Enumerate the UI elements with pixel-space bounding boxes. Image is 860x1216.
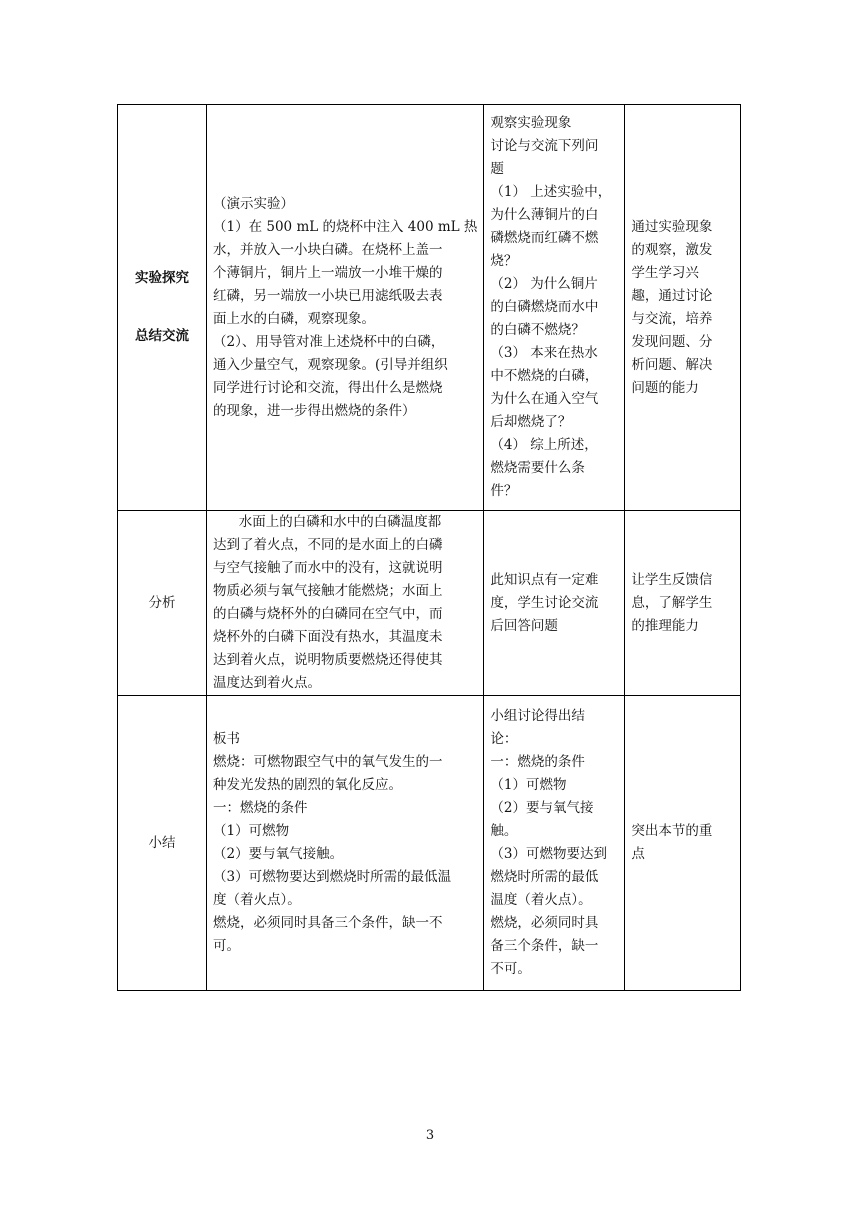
text-line: 发现问题、分 — [631, 333, 713, 350]
text-line: 一：燃烧的条件 — [213, 800, 308, 816]
text-line: （2） 为什么铜片 — [490, 276, 598, 292]
text-line: （演示实验） — [213, 195, 294, 212]
teacher-activity-cell — [207, 511, 484, 696]
teacher-activity-cell — [207, 105, 484, 511]
text-line: 水，并放入一小块白磷。在烧杯上盖一 — [213, 241, 443, 258]
text-line: 后却燃烧了？ — [490, 414, 572, 430]
text-line: （3） 本来在热水 — [490, 345, 598, 361]
text-line: 备三个条件，缺一 — [490, 938, 599, 954]
text-line: 中不燃烧的白磷， — [490, 368, 599, 384]
text-line: 温度（着火点）。 — [490, 892, 592, 908]
text-line: 可。 — [213, 938, 240, 954]
text-line: 与空气接触了而水中的没有，这就说明 — [213, 560, 443, 576]
text-line: 度，学生讨论交流 — [490, 594, 599, 611]
text-line: 一：燃烧的条件 — [490, 754, 585, 770]
design-purpose-cell — [625, 696, 741, 991]
text-line: 后回答问题 — [490, 617, 558, 634]
text-line: 件？ — [490, 483, 518, 499]
text-line: 的白磷燃烧而水中 — [490, 299, 599, 315]
text-line: 物质必须与氧气接触才能燃烧；水面上 — [213, 583, 443, 599]
text-line: 此知识点有一定难 — [490, 571, 599, 588]
stage-cell — [118, 105, 207, 511]
text-line: 个薄铜片，铜片上一端放一小堆干燥的 — [213, 264, 443, 281]
text-line: 不可。 — [490, 961, 531, 977]
text-line: 的观察，激发 — [631, 241, 713, 258]
text-line: 通过实验现象 — [631, 218, 713, 235]
text-line: 种发光发热的剧烈的氧化反应。 — [213, 777, 402, 793]
text-line: 息，了解学生 — [631, 594, 713, 611]
text-line: 燃烧需要什么条 — [490, 460, 585, 476]
text-line: 磷燃烧而红磷不燃 — [490, 230, 599, 246]
text-line: 为什么在通入空气 — [490, 391, 599, 407]
table-row — [118, 105, 741, 511]
text-line: 通入少量空气，观察现象。(引导并组织 — [213, 356, 448, 373]
stage-cell — [118, 511, 207, 696]
text-line: 水面上的白磷和水中的白磷温度都 — [213, 514, 442, 530]
text-line: 同学进行讨论和交流，得出什么是燃烧 — [213, 379, 443, 396]
text-line: （1）可燃物 — [213, 823, 290, 839]
student-activity-cell — [484, 696, 625, 991]
text-line: 触。 — [490, 823, 518, 839]
text-line: （4） 综上所述， — [490, 437, 598, 453]
stage-label: 总结交流 — [135, 328, 189, 344]
text-line: 学生学习兴 — [631, 264, 699, 281]
text-line: 燃烧时所需的最低 — [490, 869, 599, 885]
teacher-activity-cell — [207, 696, 484, 991]
table-row — [118, 696, 741, 991]
text-line: 问题的能力 — [631, 379, 699, 396]
text-line: 达到着火点，说明物质要燃烧还得使其 — [213, 652, 443, 668]
text-line: 板书 — [213, 731, 240, 747]
text-line: 烧？ — [490, 253, 518, 269]
text-line: 面上水的白磷，观察现象。 — [213, 310, 375, 327]
stage-label: 分析 — [148, 594, 176, 611]
text-line: 趣，通过讨论 — [631, 287, 713, 304]
text-line: 题 — [490, 161, 504, 177]
text-line: 红磷，另一端放一小块已用滤纸吸去表 — [213, 287, 443, 304]
text-line: 观察实验现象 — [490, 115, 572, 131]
stage-label: 小结 — [148, 834, 176, 851]
student-activity-cell — [484, 105, 625, 511]
text-line: （1） 上述实验中， — [490, 184, 612, 200]
text-line: 与交流，培养 — [631, 310, 713, 327]
text-line: （1）在 500 mL 的烧杯中注入 400 mL 热 — [213, 218, 478, 235]
text-line: 点 — [631, 846, 645, 862]
text-line: 讨论与交流下列问 — [490, 138, 599, 154]
lesson-plan-table — [117, 104, 741, 991]
page-number: 3 — [425, 1128, 435, 1143]
table-row — [118, 511, 741, 696]
text-line: （3）可燃物要达到燃烧时所需的最低温 — [213, 869, 452, 885]
text-line: 燃烧：可燃物跟空气中的氧气发生的一 — [213, 754, 443, 770]
text-line: 燃烧，必须同时具备三个条件，缺一不 — [213, 915, 443, 931]
text-line: 为什么薄铜片的白 — [490, 207, 599, 223]
student-activity-cell — [484, 511, 625, 696]
stage-label: 实验探究 — [135, 270, 189, 286]
text-line: 让学生反馈信 — [631, 571, 713, 588]
text-line: （2）要与氧气接触。 — [213, 846, 344, 862]
text-line: 达到了着火点，不同的是水面上的白磷 — [213, 537, 443, 553]
design-purpose-cell — [625, 511, 741, 696]
text-line: 论： — [490, 731, 518, 747]
text-line: 烧杯外的白磷下面没有热水，其温度未 — [213, 629, 443, 645]
text-line: 温度达到着火点。 — [213, 675, 321, 691]
text-line: （1）可燃物 — [490, 777, 567, 793]
design-purpose-cell — [625, 105, 741, 511]
text-line: （2）要与氧气接 — [490, 800, 594, 816]
text-line: 突出本节的重 — [631, 823, 713, 839]
text-line: 的白磷与烧杯外的白磷同在空气中，而 — [213, 606, 443, 622]
text-line: （3）可燃物要达到 — [490, 846, 607, 862]
text-line: （2）、用导管对准上述烧杯中的白磷， — [213, 333, 445, 350]
text-line: 燃烧，必须同时具 — [490, 915, 599, 931]
text-line: 度（着火点）。 — [213, 892, 301, 908]
text-line: 的白磷不燃烧？ — [490, 322, 585, 338]
text-line: 的推理能力 — [631, 617, 699, 634]
text-line: 小组讨论得出结 — [490, 708, 585, 724]
stage-cell — [118, 696, 207, 991]
text-line: 的现象，进一步得出燃烧的条件） — [213, 402, 416, 419]
text-line: 析问题、解决 — [631, 356, 713, 373]
